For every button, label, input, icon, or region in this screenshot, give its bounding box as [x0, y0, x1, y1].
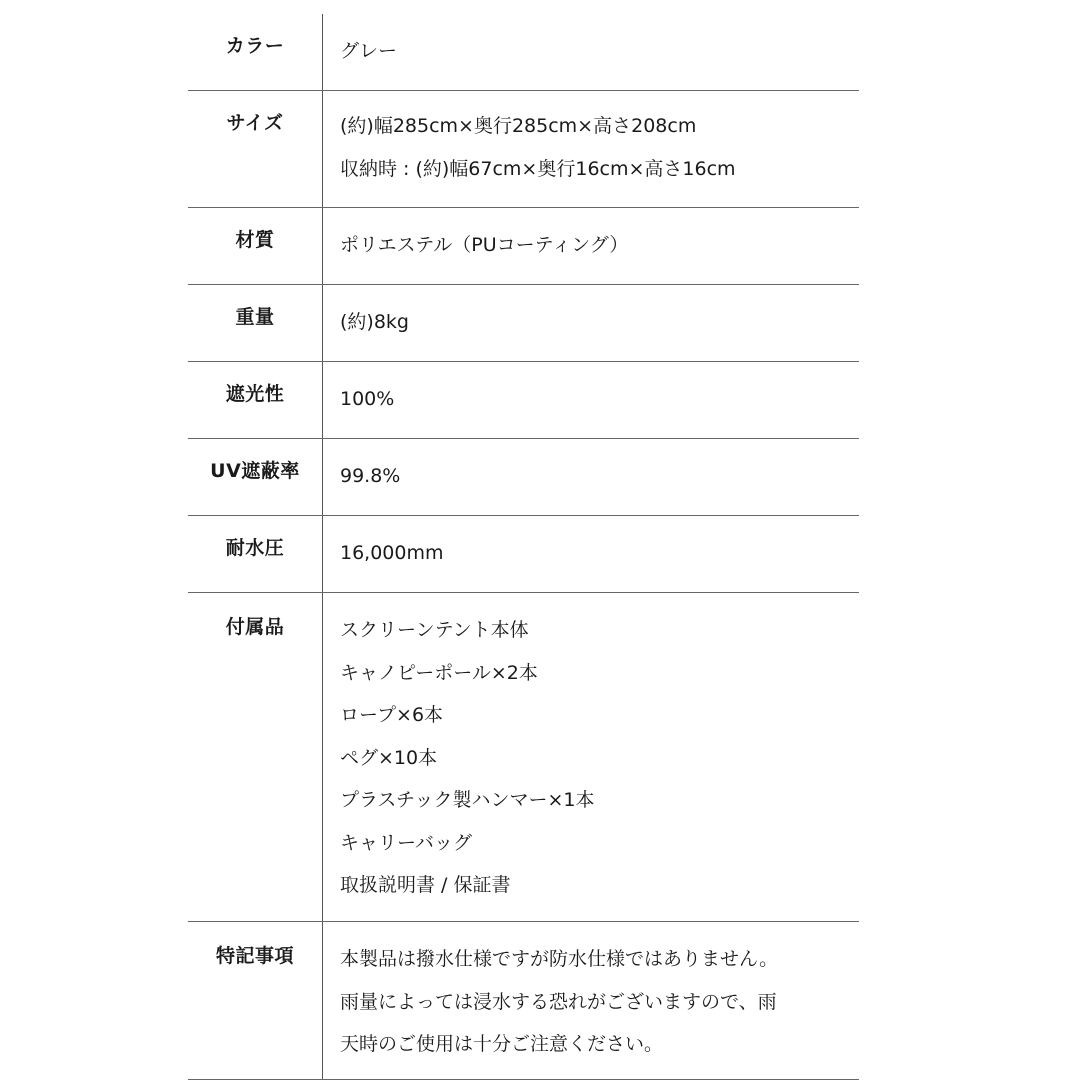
spec-row-material — [188, 208, 859, 285]
spec-value — [322, 593, 859, 921]
spec-value-line: (約)8kg — [340, 311, 409, 333]
spec-row-size — [188, 91, 859, 208]
spec-value — [322, 362, 859, 438]
spec-value-line: 収納時 : (約)幅67cm×奥行16cm×高さ16cm — [340, 157, 736, 180]
spec-value — [322, 516, 859, 592]
spec-label: サイズ — [226, 112, 284, 134]
spec-value — [322, 439, 859, 515]
spec-value-line: プラスチック製ハンマー×1本 — [340, 789, 595, 811]
spec-label: UV遮蔽率 — [210, 460, 300, 482]
spec-value-line: グレー — [340, 40, 398, 62]
spec-value-line: スクリーンテント本体 — [340, 619, 529, 641]
spec-label: カラー — [225, 35, 285, 57]
spec-row-weight — [188, 285, 859, 362]
spec-value — [322, 285, 859, 361]
spec-value — [322, 14, 859, 90]
spec-row-accessories — [188, 593, 859, 922]
spec-label: 重量 — [235, 306, 275, 328]
spec-value — [322, 208, 859, 284]
spec-value — [322, 922, 859, 1079]
spec-row-color — [188, 14, 859, 91]
spec-label: 特記事項 — [215, 945, 294, 967]
spec-value-line: キャリーバッグ — [340, 831, 473, 854]
spec-value-line: 雨量によっては浸水する恐れがございますので、雨 — [340, 990, 777, 1013]
spec-value-line: 取扱説明書 / 保証書 — [340, 874, 511, 896]
spec-value-line: ポリエステル（PUコーティング） — [340, 234, 629, 256]
spec-value-line: ロープ×6本 — [340, 704, 444, 726]
spec-value-line: 16,000mm — [340, 542, 444, 564]
spec-value-line: ペグ×10本 — [340, 746, 438, 769]
spec-label: 耐水圧 — [225, 537, 285, 559]
spec-value-line: 本製品は撥水仕様ですが防水仕様ではありません。 — [340, 948, 779, 970]
spec-label: 付属品 — [225, 616, 285, 638]
spec-value — [322, 91, 859, 207]
spec-label: 材質 — [235, 229, 275, 251]
spec-row-notes — [188, 922, 859, 1080]
spec-value-line: (約)幅285cm×奥行285cm×高さ208cm — [340, 115, 697, 137]
spec-row-shading — [188, 362, 859, 439]
spec-value-line: 99.8% — [340, 465, 401, 487]
spec-value-line: 100% — [340, 388, 395, 410]
spec-value-line: キャノピーポール×2本 — [340, 661, 538, 684]
spec-row-uv — [188, 439, 859, 516]
spec-value-line: 天時のご使用は十分ご注意ください。 — [340, 1033, 664, 1055]
spec-row-water-pressure — [188, 516, 859, 593]
spec-label: 遮光性 — [225, 383, 285, 405]
spec-table — [188, 14, 859, 1080]
